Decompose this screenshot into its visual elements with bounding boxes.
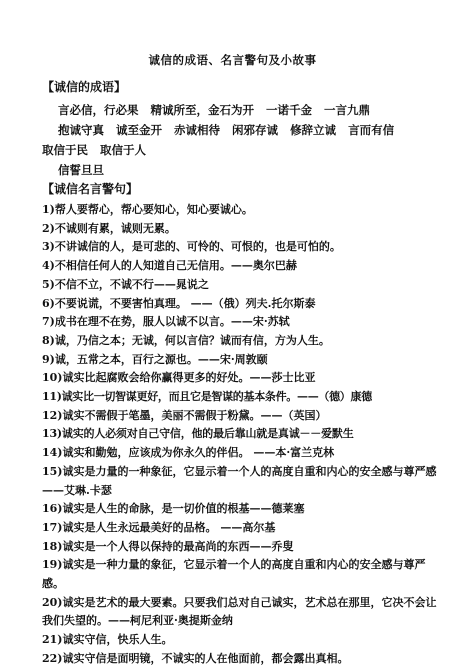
quote-item: 2)不诚则有累，诚则无累。 [42,221,176,235]
quote-item: 22)诚实守信是面明镜，不诚实的人在他面前，都会露出真相。 [42,651,349,665]
quote-item: 6)不要说谎，不要害怕真理。 ——（俄）列夫.托尔斯泰 [42,296,316,310]
quote-item: 4)不相信任何人的人知道自己无信用。——奥尔巴赫 [42,259,297,273]
idioms-line-1 [42,100,437,120]
idiom-item: 诚至金开 [116,123,163,137]
quote-item: 16)诚实是人生的命脉，是一切价值的根基——德莱塞 [42,502,305,516]
quote-item: 21)诚实守信，快乐人生。 [42,633,173,647]
idiom-item: 取信于人 [100,143,147,157]
idiom-item: 抱诚守真 [58,123,104,137]
quote-item: 11)诚实比一切智谋更好，而且它是智谋的基本条件。——（德）康德 [42,390,372,404]
idioms-list [42,100,437,180]
idioms-heading: 【诚信的成语】 [42,80,127,94]
idiom-item: 取信于民 [42,143,88,157]
quote-item: 10)诚实比起腐败会给你赢得更多的好处。——莎士比亚 [42,371,316,385]
quote-item: 18)诚实是一个人得以保持的最高尚的东西——乔叟 [42,539,294,553]
quote-item: 20)诚实是艺术的最大要素。只要我们总对自己诚实，艺术总在那里，它决不会让我们失望的。——柯尼利亚·奥提斯金纳 [42,595,437,628]
idiom-item: 言而有信 [348,123,395,137]
idioms-line-3 [42,140,437,160]
idiom-item: 一诺千金 [266,103,313,117]
quote-item: 19)诚实是一种力量的象征，它显示着一个人的高度自重和内心的安全感与尊严感。 [42,558,426,591]
quotes-heading: 【诚信名言警句】 [42,182,139,196]
quote-item: 5)不信不立，不诚不行——晁说之 [42,277,209,291]
quote-item: 3)不讲诚信的人，是可悲的、可怜的、可恨的，也是可怕的。 [42,240,341,254]
idiom-item: 赤诚相待 [174,123,221,137]
quote-item: 1)帮人要帮心，帮心要知心，知心要诚心。 [42,203,253,216]
idiom-item: 精诚所至，金石为开 [150,103,255,117]
quote-item: 13)诚实的人必须对自己守信，他的最后靠山就是真诚－－爱默生 [42,427,354,441]
quote-item: 14)诚实和勤勉，应该成为你永久的伴侣。 ——本·富兰克林 [42,446,335,460]
idioms-line-4 [42,160,437,180]
quote-item: 12)诚实不需假于笔墨，美丽不需假于粉黛。——（英国） [42,408,327,422]
quote-item: 17)诚实是人生永远最美好的品格。 ——高尔基 [42,520,276,534]
page-title: 诚信的成语、名言警句及小故事 [148,53,317,67]
quote-item: 8)诚，乃信之本；无诚，何以言信？诚而有信，方为人生。 [42,333,330,347]
idiom-item: 信誓旦旦 [58,163,104,177]
quote-item: 7)成书在理不在势，服人以诚不以言。——宋·苏轼 [42,315,290,329]
idioms-line-2 [42,120,437,140]
quote-item: 15)诚实是力量的一种象征，它显示着一个人的高度自重和内心的安全感与尊严感——艾琳.卡瑟 [42,464,437,497]
idiom-item: 闲邪存诚 [232,123,279,137]
idiom-item: 一言九鼎 [324,103,371,117]
quotes-list [42,201,437,669]
idiom-item: 修辞立诚 [290,123,337,137]
idiom-item: 言必信，行必果 [58,103,139,117]
quote-item: 9)诚，五常之本，百行之源也。——宋·周敦颐 [42,352,268,366]
